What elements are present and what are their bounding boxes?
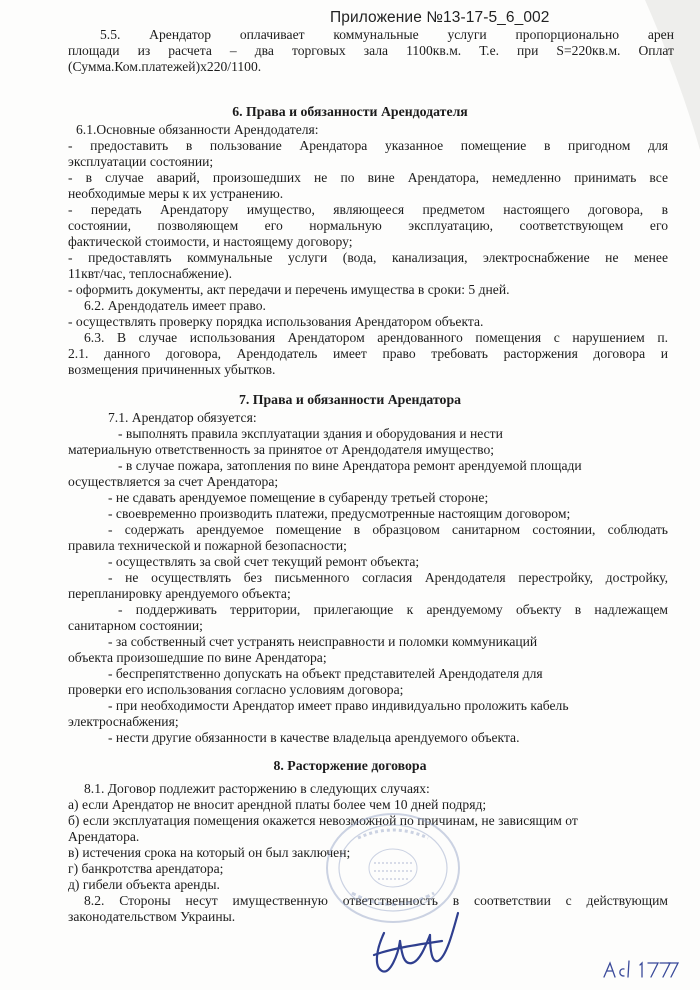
text-line: - предоставлять коммунальные услуги (вода, канализация, электроснабжение не менее bbox=[68, 250, 668, 265]
text-line: 7.1. Арендатор обязуется: bbox=[108, 410, 257, 425]
text-line: материальную ответственность за принятое от Арендодателя имущество; bbox=[68, 442, 495, 457]
text-line: - нести другие обязанности в качестве владельца арендуемого объекта. bbox=[108, 730, 520, 745]
text-line: (Сумма.Ком.платежей)х220/1100. bbox=[68, 59, 262, 74]
text-line: осуществляется за счет Арендатора; bbox=[68, 474, 279, 489]
text-line: - осуществлять проверку порядка использования Арендатором объекта. bbox=[68, 314, 484, 329]
text-line: необходимые меры к их устранению. bbox=[68, 186, 284, 201]
text-line: г) банкротства арендатора; bbox=[68, 861, 224, 876]
text-line: - поддерживать территории, прилегающие к арендуемому объекту в надлежащем bbox=[118, 602, 668, 617]
text-line: - в случае аварий, произошедших не по вине Арендатора, немедленно принимать все bbox=[68, 170, 668, 185]
text-line: б) если эксплуатация помещения окажется невозможной по причинам, не зависящим от bbox=[68, 813, 578, 828]
text-line: 8.1. Договор подлежит расторжению в следующих случаях: bbox=[84, 781, 430, 796]
handwritten-corner-note bbox=[600, 957, 680, 983]
text-line: - за собственный счет устранять неисправности и поломки коммуникаций bbox=[108, 634, 538, 649]
text-line: эксплуатации состоянии; bbox=[68, 154, 214, 169]
text-line: - при необходимости Арендатор имеет право индивидуально проложить кабель bbox=[108, 698, 569, 713]
text-line: фактической стоимости, и настоящему договору; bbox=[68, 234, 353, 249]
text-line: - содержать арендуемое помещение в образцовом санитарном состоянии, соблюдать bbox=[108, 522, 668, 537]
signature bbox=[360, 905, 480, 980]
text-line: - оформить документы, акт передачи и перечень имущества в сроки: 5 дней. bbox=[68, 282, 510, 297]
text-line: - выполнять правила эксплуатации здания и оборудования и нести bbox=[118, 426, 503, 441]
text-line: 5.5. Арендатор оплачивает коммунальные услуги пропорционально арен bbox=[100, 27, 674, 42]
text-line: в) истечения срока на который он был заключен; bbox=[68, 845, 351, 860]
page-edge-shadow bbox=[625, 0, 700, 150]
text-line: д) гибели объекта аренды. bbox=[68, 877, 220, 892]
text-line: правила технической и пожарной безопасности; bbox=[68, 538, 347, 553]
appendix-number: Приложение №13-17-5_6_002 bbox=[330, 9, 550, 26]
text-line: объекта произошедшие по вине Арендатора; bbox=[68, 650, 327, 665]
text-line: - не осуществлять без письменного согласия Арендодателя перестройку, достройку, bbox=[108, 570, 668, 585]
text-line: законодательством Украины. bbox=[68, 909, 236, 924]
text-line: площади из расчета – два торговых зала 1100кв.м. Т.е. при S=220кв.м. Оплат bbox=[68, 43, 674, 58]
text-line: 2.1. данного договора, Арендодатель имеет право требовать расторжения договора и bbox=[68, 346, 668, 361]
text-line: - предоставить в пользование Арендатора указанное помещение в пригодном для bbox=[68, 138, 668, 153]
text-line: электроснабжения; bbox=[68, 714, 179, 729]
text-line: перепланировку арендуемого объекта; bbox=[68, 586, 291, 601]
text-line: состоянии, позволяющем его нормальную эксплуатацию, соответствующем его bbox=[68, 218, 668, 233]
section-8-title: 8. Расторжение договора bbox=[273, 758, 427, 773]
text-line: 11квт/час, теплоснабжение). bbox=[68, 266, 233, 281]
text-line: - передать Арендатору имущество, являющееся предметом настоящего договора, в bbox=[68, 202, 668, 217]
text-line: - не сдавать арендуемое помещение в субаренду третьей стороне; bbox=[108, 490, 489, 505]
text-line: 6.3. В случае использования Арендатором арендованного помещения с нарушением п. bbox=[84, 330, 668, 345]
text-line: Арендатора. bbox=[68, 829, 140, 844]
section-7-title: 7. Права и обязанности Арендатора bbox=[238, 392, 462, 407]
section-6-title: 6. Права и обязанности Арендодателя bbox=[232, 104, 468, 119]
text-line: проверки его использования согласно условиям договора; bbox=[68, 682, 404, 697]
text-line: - осуществлять за свой счет текущий ремонт объекта; bbox=[108, 554, 420, 569]
text-line: 8.2. Стороны несут имущественную ответственность в соответствии с действующим bbox=[84, 893, 668, 908]
text-line: санитарном состоянии; bbox=[68, 618, 203, 633]
text-line: - своевременно производить платежи, предусмотренные настоящим договором; bbox=[108, 506, 571, 521]
text-line: возмещения причиненных убытков. bbox=[68, 362, 276, 377]
text-line: 6.2. Арендодатель имеет право. bbox=[84, 298, 266, 313]
text-line: - беспрепятственно допускать на объект представителей Арендодателя для bbox=[108, 666, 543, 681]
text-line: 6.1.Основные обязанности Арендодателя: bbox=[76, 122, 319, 137]
text-line: - в случае пожара, затопления по вине Арендатора ремонт арендуемой площади bbox=[118, 458, 582, 473]
text-line: а) если Арендатор не вносит арендной платы более чем 10 дней подряд; bbox=[68, 797, 487, 812]
